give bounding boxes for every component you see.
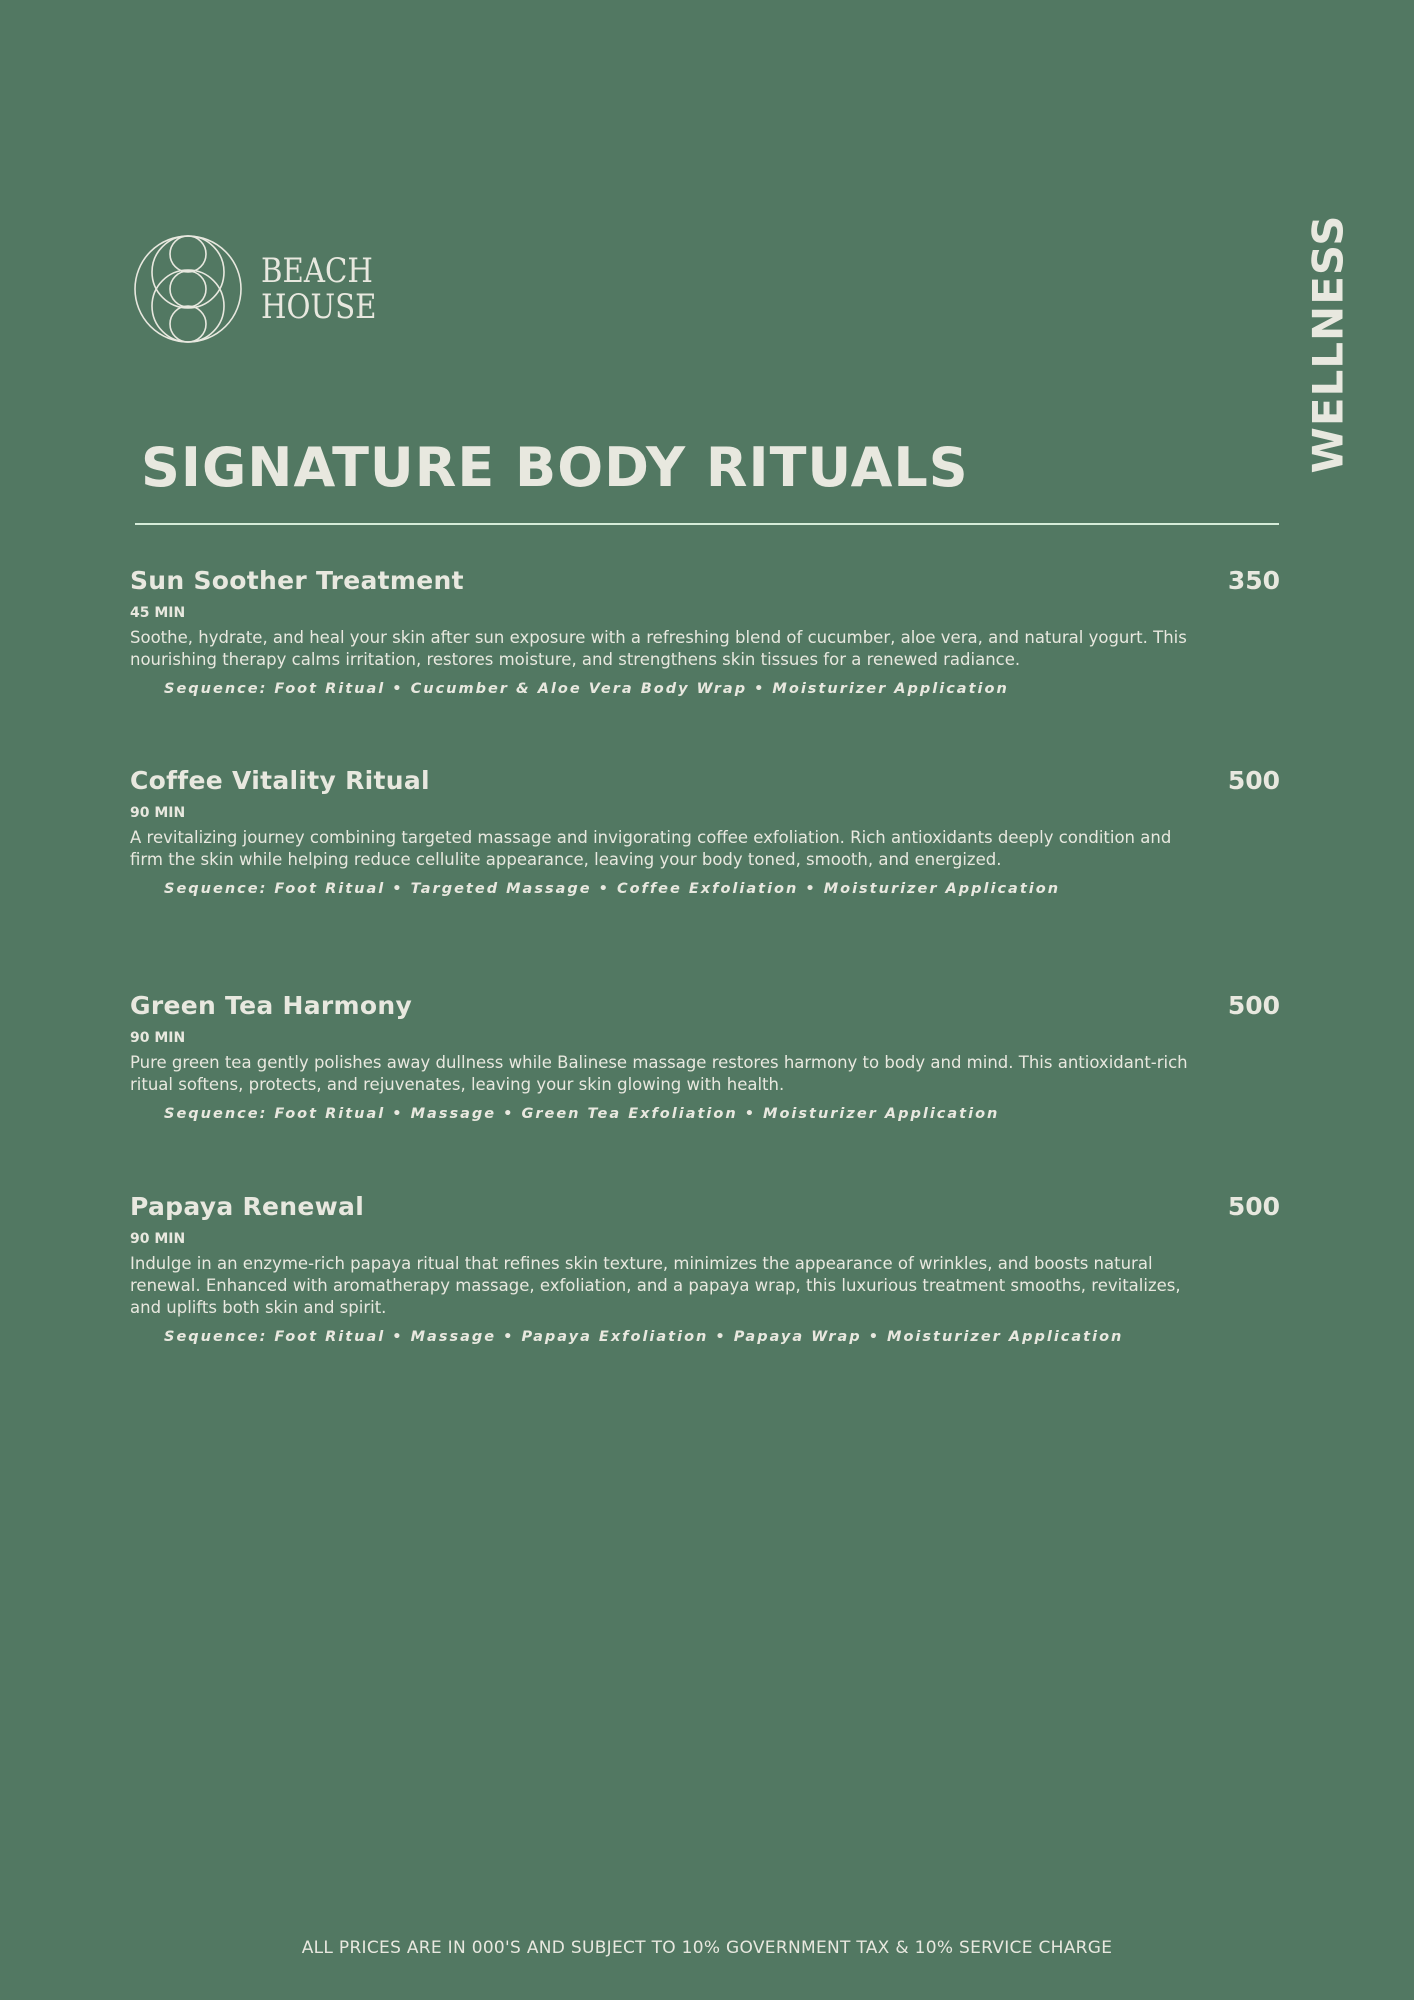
title-divider	[135, 523, 1279, 525]
treatment-item	[130, 566, 1280, 697]
brand-name	[261, 253, 376, 325]
treatment-duration: 90 MIN	[130, 1231, 186, 1247]
brand-logo	[133, 234, 395, 344]
brand-name-line1: BEACH	[261, 251, 373, 291]
treatment-duration: 45 MIN	[130, 605, 186, 621]
treatment-price: 500	[1227, 991, 1280, 1020]
treatment-item	[130, 766, 1280, 897]
brand-name-line2: HOUSE	[261, 287, 377, 327]
treatment-description: Indulge in an enzyme-rich papaya ritual that refines skin texture, minimizes the appearance of wrinkles, and boosts natural renewal. Enhanced with aromatherapy massage, exfoliation, and a papaya wrap, this luxurious treatment smooths, revitalizes, and uplifts both skin and spirit.	[130, 1254, 1181, 1317]
treatment-name: Sun Soother Treatment	[130, 566, 464, 595]
section-tag	[1303, 214, 1353, 474]
treatment-price: 500	[1227, 1192, 1280, 1221]
treatment-duration: 90 MIN	[130, 1030, 186, 1046]
treatment-item	[130, 1192, 1280, 1345]
treatment-name: Papaya Renewal	[130, 1192, 365, 1221]
treatment-item	[130, 991, 1280, 1122]
treatment-sequence: Sequence: Foot Ritual • Massage • Papaya Exfoliation • Papaya Wrap • Moisturizer Application	[164, 1329, 1124, 1345]
treatment-duration: 90 MIN	[130, 805, 186, 821]
treatment-price: 350	[1227, 566, 1280, 595]
treatment-sequence: Sequence: Foot Ritual • Massage • Green Tea Exfoliation • Moisturizer Application	[164, 1106, 1000, 1122]
treatment-sequence: Sequence: Foot Ritual • Cucumber & Aloe Vera Body Wrap • Moisturizer Application	[164, 681, 1009, 697]
page-title: SIGNATURE BODY RITUALS	[141, 436, 969, 499]
treatment-sequence: Sequence: Foot Ritual • Targeted Massage • Coffee Exfoliation • Moisturizer Application	[164, 881, 1061, 897]
treatment-name: Green Tea Harmony	[130, 991, 413, 1020]
treatment-description: Soothe, hydrate, and heal your skin after sun exposure with a refreshing blend of cucumber, aloe vera, and natural yogurt. This nourishing therapy calms irritation, restores moisture, and strengthens skin tissues for a renewed radiance.	[130, 628, 1187, 669]
treatment-description: A revitalizing journey combining targeted massage and invigorating coffee exfoliation. Rich antioxidants deeply condition and firm the skin while helping reduce cellulite appearance, leaving your body toned, smooth, and energized.	[130, 828, 1172, 869]
footer-note: ALL PRICES ARE IN 000'S AND SUBJECT TO 10% GOVERNMENT TAX & 10% SERVICE CHARGE	[301, 1938, 1113, 1958]
interlocking-circles-logo-icon	[133, 234, 243, 344]
section-tag-label: WELLNESS	[1303, 214, 1353, 474]
treatment-description: Pure green tea gently polishes away dullness while Balinese massage restores harmony to body and mind. This antioxidant-rich ritual softens, protects, and rejuvenates, leaving your skin glowing with health.	[130, 1053, 1188, 1094]
treatment-price: 500	[1227, 766, 1280, 795]
treatment-name: Coffee Vitality Ritual	[130, 766, 430, 795]
